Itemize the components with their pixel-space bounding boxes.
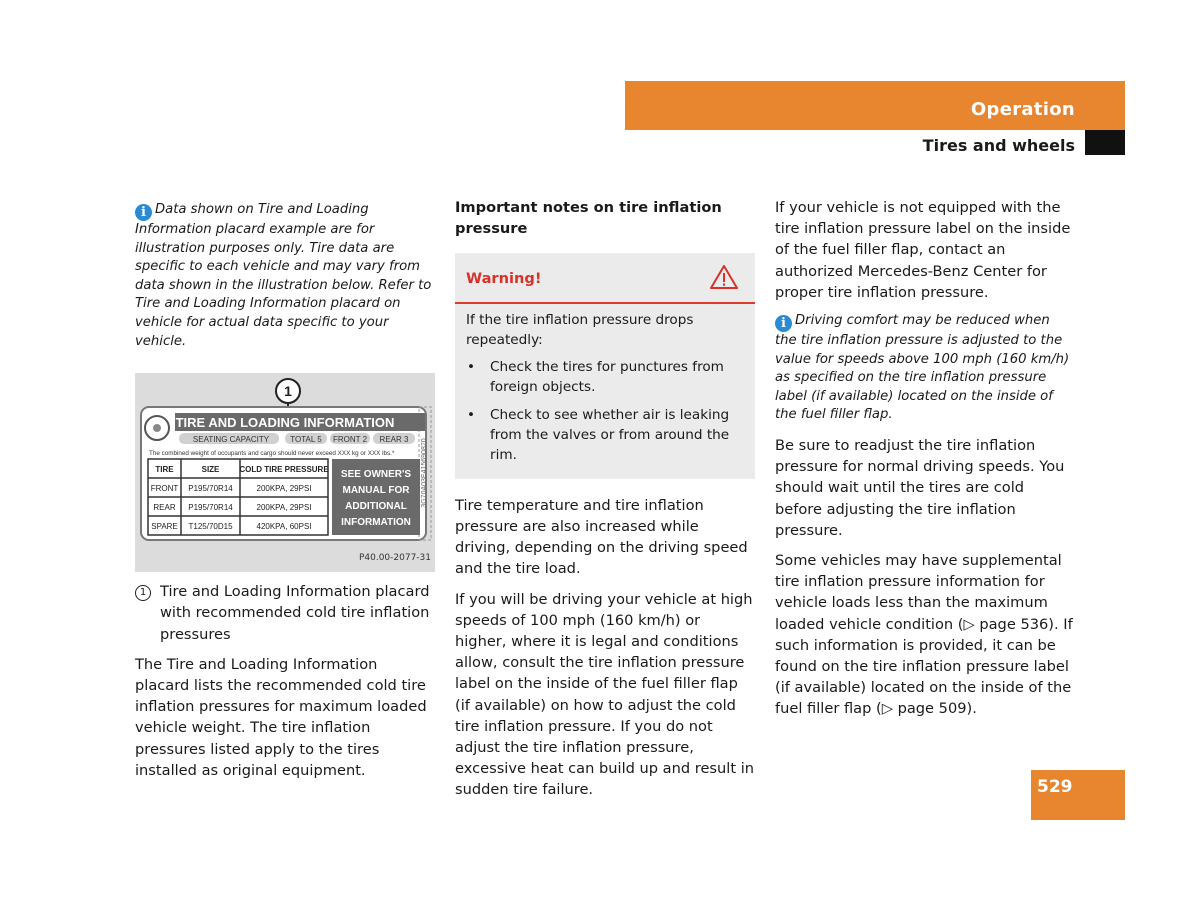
- placard-table-cell: P195/70R14: [188, 484, 233, 494]
- placard-side-line: ADDITIONAL: [345, 501, 407, 513]
- paragraph: Some vehicles may have supplemental tire inflation pressure information for vehicle loads less than the maximum loaded vehicle condition (▷ page 536). If such information is provided, it can be found on the tire inflation pressure label (if available) located on the inside of the fuel filler flap (▷ page 509).: [775, 552, 1073, 718]
- placard-side-line: SEE OWNER'S: [340, 469, 412, 481]
- info-note-text: Driving comfort may be reduced when the tire inflation pressure is adjusted to the value for speeds above 100 mph (160 km/h) as specified on the tire inflation pressure label (if available) located on the inside of the fuel filler flap.: [775, 313, 1070, 423]
- paragraph: The Tire and Loading Information placard lists the recommended cold tire inflation pressures for maximum loaded vehicle weight. The tire inflation pressures listed apply to the tires installed as original equipment.: [135, 655, 427, 779]
- seating-rear: REAR 3: [379, 435, 409, 445]
- section-title: Operation: [970, 99, 1075, 120]
- legend-number: 1: [135, 585, 151, 601]
- placard-svg: [135, 373, 435, 572]
- page-number-box: [1031, 770, 1125, 820]
- info-icon: i: [135, 204, 152, 221]
- placard-table-cell: 420KPA, 60PSI: [256, 522, 312, 532]
- seating-front: FRONT 2: [332, 435, 368, 445]
- paragraph: If you will be driving your vehicle at high speeds of 100 mph (160 km/h) or higher, where it is legal and conditions allow, consult the tire inflation pressure label on the inside of the fuel filler flap (if available) on how to adjust the cold tire inflation pressure. If you do not adjust the tire inflation pressure, excessive heat can build up and result in sudden tire failure.: [455, 590, 755, 799]
- column-middle: [455, 197, 755, 810]
- figure-legend: [135, 581, 435, 645]
- placard-table-cell: P195/70R14: [188, 503, 233, 513]
- header-marker-block: [1085, 130, 1125, 155]
- warning-header: [455, 253, 755, 304]
- placard-side-line: MANUAL FOR: [342, 485, 410, 497]
- warning-list: [466, 357, 745, 466]
- subsection-title: Tires and wheels: [922, 136, 1075, 155]
- column-left: [135, 197, 435, 790]
- warning-title: Warning!: [466, 270, 542, 287]
- page-number: 529: [1037, 777, 1073, 797]
- warning-box: [455, 253, 755, 479]
- info-note: [135, 201, 435, 351]
- placard-table-cell: REAR: [153, 503, 176, 513]
- info-note: [775, 312, 1075, 425]
- placard-table-cell: T125/70D15: [188, 522, 233, 532]
- placard-table-header: SIZE: [201, 465, 220, 475]
- placard-title: TIRE AND LOADING INFORMATION: [175, 415, 395, 431]
- figure-code: P40.00-2077-31: [358, 552, 431, 563]
- placard-table-cell: SPARE: [151, 522, 178, 532]
- wheel-icon: [145, 416, 169, 440]
- warning-triangle-icon: [709, 264, 739, 290]
- placard-table-cell: 200KPA, 29PSI: [256, 503, 312, 513]
- weight-text: The combined weight of occupants and cargo should never exceed XXX kg or XXX lbs.*: [149, 450, 395, 458]
- warning-bullet: • Check the tires for punctures from foreign objects.: [466, 357, 745, 398]
- paragraph: If your vehicle is not equipped with the tire inflation pressure label on the inside of the fuel filler flap, contact an authorized Mercedes-Benz Center for proper tire inflation pressure.: [775, 199, 1071, 301]
- placard-table-header: TIRE: [155, 465, 174, 475]
- info-note-text: Data shown on Tire and Loading Information placard example are for illustration purposes only. Tire data are specific to each vehicle and may vary from data shown in the illustration below. Refer to Tire and Loading Information placard on vehicle for actual data specific to your vehicle.: [135, 202, 432, 349]
- placard-illustration: [135, 373, 435, 572]
- info-icon: i: [775, 315, 792, 332]
- placard-table-cell: FRONT: [150, 484, 179, 494]
- section-heading: Important notes on tire inflation pressure: [455, 199, 722, 237]
- placard-side-line: INFORMATION: [341, 517, 411, 529]
- callout-number: 1: [284, 383, 292, 400]
- placard-barcode-text: 3G70A03E415690870: [421, 438, 428, 508]
- placard-table-cell: 200KPA, 29PSI: [256, 484, 312, 494]
- paragraph: Tire temperature and tire inflation pressure are also increased while driving, depending on the driving speed and the tire load.: [455, 496, 748, 578]
- column-right: [775, 197, 1075, 729]
- seating-label: SEATING CAPACITY: [192, 435, 270, 445]
- warning-body: [455, 304, 755, 479]
- warning-intro: If the tire inflation pressure drops repeatedly:: [466, 312, 694, 349]
- legend-text: Tire and Loading Information placard with recommended cold tire inflation pressures: [160, 583, 430, 643]
- section-header-bar: [625, 81, 1125, 130]
- placard-table-header: COLD TIRE PRESSURE: [239, 465, 329, 475]
- seating-total: TOTAL 5: [290, 435, 322, 445]
- warning-bullet: • Check to see whether air is leaking from the valves or from around the rim.: [466, 405, 745, 466]
- paragraph: Be sure to readjust the tire inflation pressure for normal driving speeds. You should wait until the tires are cold before adjusting the tire inflation pressure.: [775, 436, 1065, 539]
